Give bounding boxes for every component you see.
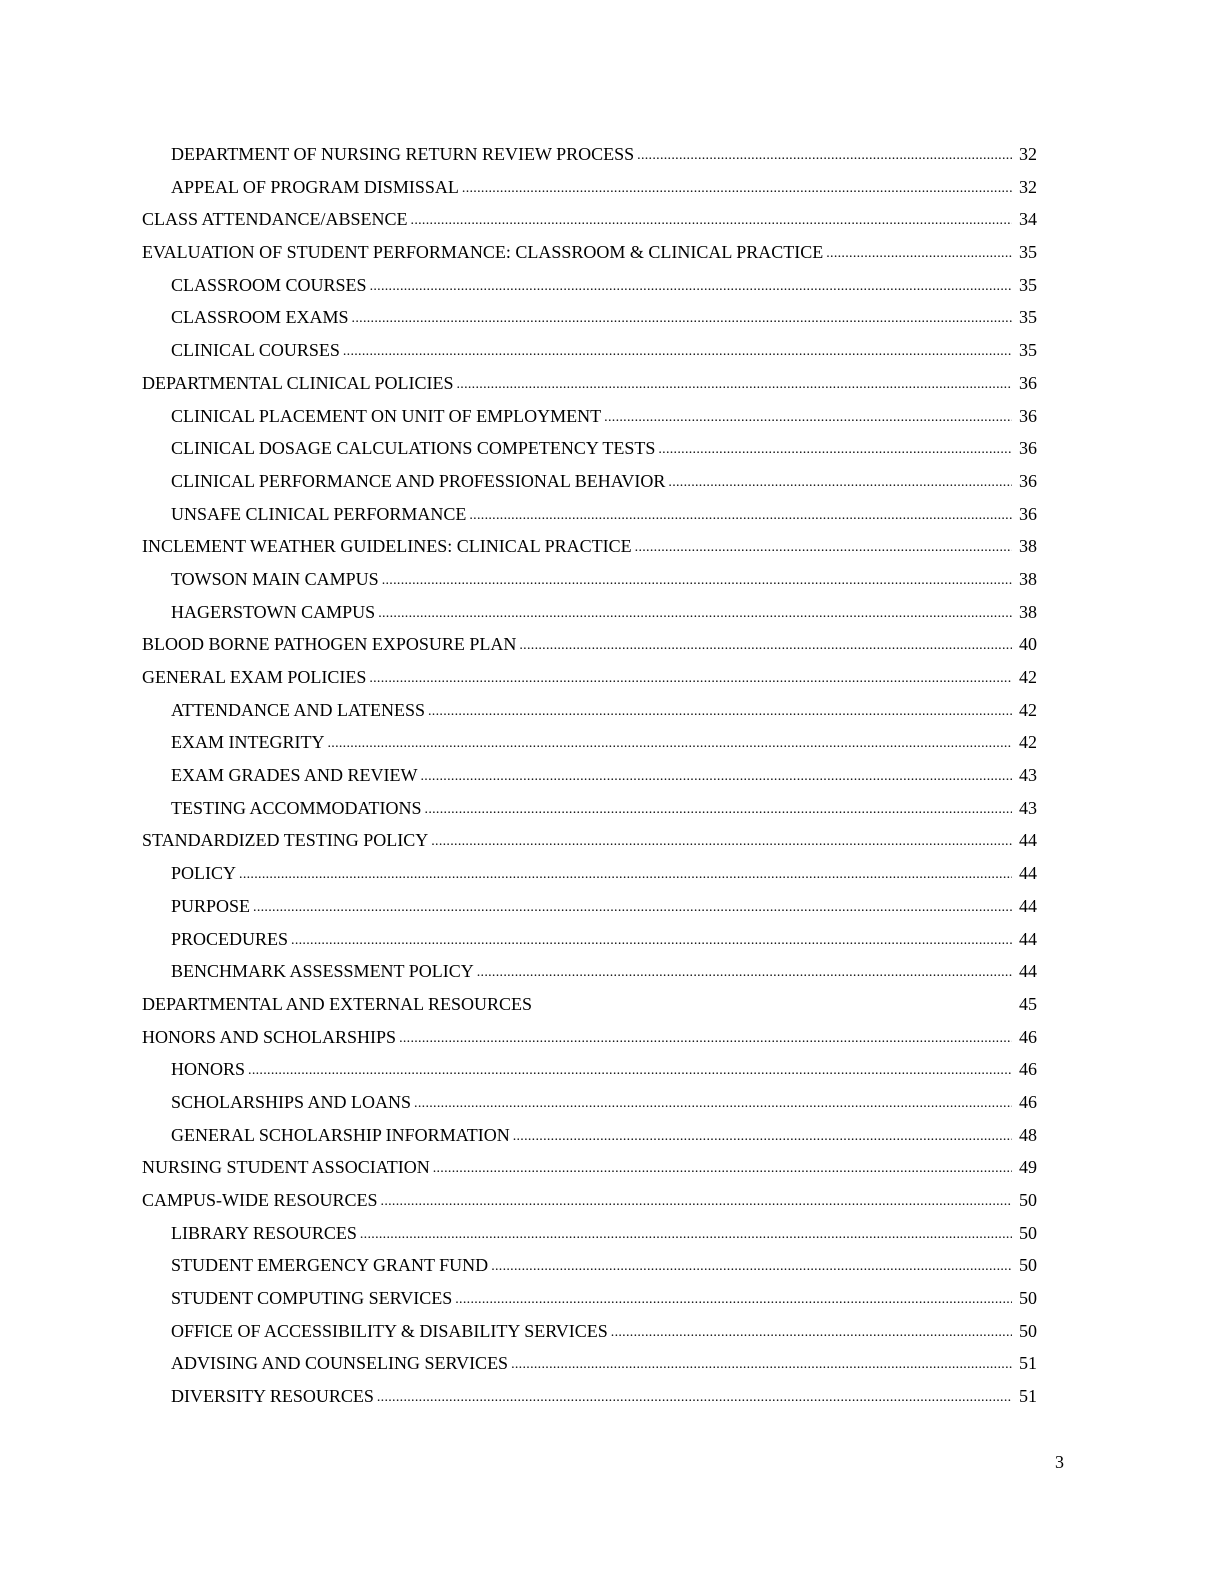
toc-entry-label: CLINICAL COURSES bbox=[171, 340, 340, 361]
toc-dot-leader bbox=[343, 336, 1012, 369]
toc-dot-leader bbox=[369, 663, 1012, 696]
toc-entry-label: BENCHMARK ASSESSMENT POLICY bbox=[171, 961, 474, 982]
toc-entry[interactable] bbox=[142, 824, 1037, 857]
toc-entry[interactable] bbox=[142, 1315, 1037, 1348]
toc-dot-leader bbox=[668, 467, 1012, 500]
toc-entry-label: EXAM INTEGRITY bbox=[171, 732, 325, 753]
toc-dot-leader bbox=[469, 500, 1012, 533]
toc-dot-leader bbox=[239, 859, 1012, 892]
toc-entry-page: 50 bbox=[1019, 1222, 1037, 1243]
toc-dot-leader bbox=[513, 1121, 1012, 1154]
toc-entry-page: 44 bbox=[1019, 961, 1037, 982]
toc-dot-leader bbox=[248, 1055, 1012, 1088]
toc-entry-page: 42 bbox=[1019, 699, 1037, 720]
toc-entry[interactable] bbox=[142, 1380, 1037, 1413]
toc-entry-label: PURPOSE bbox=[171, 895, 251, 916]
toc-entry-label: BLOOD BORNE PATHOGEN EXPOSURE PLAN bbox=[142, 634, 517, 655]
toc-entry-page: 32 bbox=[1019, 176, 1037, 197]
toc-dot-leader bbox=[370, 271, 1012, 304]
toc-entry-page: 49 bbox=[1019, 1157, 1037, 1178]
toc-entry-page: 36 bbox=[1019, 503, 1037, 524]
toc-entry-page: 34 bbox=[1019, 209, 1037, 230]
toc-entry[interactable] bbox=[142, 400, 1037, 433]
toc-entry[interactable] bbox=[142, 334, 1037, 367]
toc-entry-label: DIVERSITY RESOURCES bbox=[171, 1386, 374, 1407]
toc-entry-label: ATTENDANCE AND LATENESS bbox=[171, 699, 425, 720]
toc-entry-page: 43 bbox=[1019, 797, 1037, 818]
toc-entry-label: OFFICE OF ACCESSIBILITY & DISABILITY SERVICES bbox=[171, 1320, 608, 1341]
toc-dot-leader bbox=[377, 1382, 1012, 1415]
toc-dot-leader bbox=[381, 1186, 1012, 1219]
toc-dot-leader bbox=[327, 728, 1012, 761]
toc-entry-page: 45 bbox=[1019, 993, 1037, 1014]
toc-dot-leader bbox=[399, 1023, 1012, 1056]
toc-entry-page: 50 bbox=[1019, 1255, 1037, 1276]
toc-entry-label: EXAM GRADES AND REVIEW bbox=[171, 765, 418, 786]
toc-entry[interactable] bbox=[142, 171, 1037, 204]
toc-entry-page: 35 bbox=[1019, 242, 1037, 263]
toc-entry[interactable] bbox=[142, 890, 1037, 923]
toc-entry-page: 46 bbox=[1019, 1059, 1037, 1080]
toc-entry[interactable] bbox=[142, 1249, 1037, 1282]
toc-entry-label: HAGERSTOWN CAMPUS bbox=[171, 601, 376, 622]
toc-entry-label: LIBRARY RESOURCES bbox=[171, 1222, 357, 1243]
toc-entry-page: 43 bbox=[1019, 765, 1037, 786]
toc-entry-page: 44 bbox=[1019, 863, 1037, 884]
toc-entry-label: HONORS bbox=[171, 1059, 246, 1080]
toc-entry[interactable] bbox=[142, 465, 1037, 498]
toc-entry-page: 35 bbox=[1019, 274, 1037, 295]
toc-entry[interactable] bbox=[142, 269, 1037, 302]
toc-entry[interactable] bbox=[142, 857, 1037, 890]
toc-entry[interactable] bbox=[142, 694, 1037, 727]
toc-dot-leader bbox=[352, 303, 1012, 336]
toc-entry-page: 44 bbox=[1019, 830, 1037, 851]
toc-dot-leader bbox=[421, 761, 1013, 794]
toc-dot-leader bbox=[414, 1088, 1012, 1121]
toc-entry-label: ADVISING AND COUNSELING SERVICES bbox=[171, 1353, 509, 1374]
toc-entry-label: CLASSROOM COURSES bbox=[171, 274, 367, 295]
toc-entry-label: UNSAFE CLINICAL PERFORMANCE bbox=[171, 503, 467, 524]
toc-entry-label: STUDENT EMERGENCY GRANT FUND bbox=[171, 1255, 489, 1276]
toc-entry-label: NURSING STUDENT ASSOCIATION bbox=[142, 1157, 430, 1178]
toc-entry-label: DEPARTMENT OF NURSING RETURN REVIEW PROCESS bbox=[171, 144, 635, 164]
toc-entry[interactable] bbox=[142, 1347, 1037, 1380]
toc-entry-page: 51 bbox=[1019, 1353, 1037, 1374]
toc-entry-page: 48 bbox=[1019, 1124, 1037, 1145]
toc-dot-leader bbox=[378, 598, 1012, 631]
toc-entry[interactable] bbox=[142, 661, 1037, 694]
toc-entry[interactable] bbox=[142, 367, 1037, 400]
toc-entry[interactable] bbox=[142, 1151, 1037, 1184]
toc-dot-leader bbox=[431, 826, 1012, 859]
toc-dot-leader bbox=[611, 1317, 1012, 1350]
toc-entry[interactable] bbox=[142, 1217, 1037, 1250]
toc-entry-label: CLINICAL PERFORMANCE AND PROFESSIONAL BEHAVIOR bbox=[171, 470, 666, 491]
toc-dot-leader bbox=[360, 1219, 1012, 1252]
toc-entry[interactable] bbox=[142, 628, 1037, 661]
toc-entry[interactable] bbox=[142, 498, 1037, 531]
toc-entry[interactable] bbox=[142, 792, 1037, 825]
toc-entry-page: 44 bbox=[1019, 928, 1037, 949]
toc-entry[interactable] bbox=[142, 1086, 1037, 1119]
toc-entry-page: 50 bbox=[1019, 1190, 1037, 1210]
toc-entry-label: SCHOLARSHIPS AND LOANS bbox=[171, 1091, 412, 1112]
toc-dot-leader bbox=[382, 565, 1012, 598]
toc-entry-label: INCLEMENT WEATHER GUIDELINES: CLINICAL PRACTICE bbox=[142, 536, 632, 557]
toc-entry[interactable] bbox=[142, 988, 1037, 1021]
toc-dot-leader bbox=[635, 532, 1012, 565]
toc-entry-page: 36 bbox=[1019, 470, 1037, 491]
toc-entry-label: CLINICAL PLACEMENT ON UNIT OF EMPLOYMENT bbox=[171, 405, 602, 426]
toc-entry-page: 35 bbox=[1019, 340, 1037, 361]
toc-dot-leader bbox=[637, 140, 1012, 173]
toc-entry-label: EVALUATION OF STUDENT PERFORMANCE: CLASSROOM & CLINICAL PRACTICE bbox=[142, 242, 824, 263]
toc-entry[interactable] bbox=[142, 1119, 1037, 1152]
toc-entry-label: TESTING ACCOMMODATIONS bbox=[171, 797, 422, 818]
toc-entry-page: 35 bbox=[1019, 307, 1037, 328]
toc-entry-page: 36 bbox=[1019, 438, 1037, 459]
toc-entry-page: 38 bbox=[1019, 601, 1037, 622]
toc-dot-leader bbox=[511, 1349, 1012, 1382]
toc-dot-leader bbox=[456, 369, 1012, 402]
toc-entry-page: 32 bbox=[1019, 144, 1037, 164]
toc-entry[interactable] bbox=[142, 203, 1037, 236]
toc-entry[interactable] bbox=[142, 530, 1037, 563]
toc-entry-page: 44 bbox=[1019, 895, 1037, 916]
toc-dot-leader bbox=[428, 696, 1012, 729]
toc-entry-page: 38 bbox=[1019, 536, 1037, 557]
toc-entry-page: 36 bbox=[1019, 405, 1037, 426]
toc-entry-page: 42 bbox=[1019, 667, 1037, 687]
toc-dot-leader bbox=[425, 794, 1012, 827]
toc-entry-label: DEPARTMENTAL AND EXTERNAL RESOURCES bbox=[142, 993, 532, 1014]
toc-entry-page: 36 bbox=[1019, 372, 1037, 393]
toc-entry-page: 50 bbox=[1019, 1320, 1037, 1341]
toc-dot-leader bbox=[411, 205, 1012, 238]
toc-dot-leader bbox=[658, 434, 1012, 467]
toc-entry-page: 50 bbox=[1019, 1288, 1037, 1309]
toc-entry[interactable] bbox=[142, 236, 1037, 269]
toc-entry[interactable] bbox=[142, 1184, 1037, 1217]
toc-entry-page: 46 bbox=[1019, 1091, 1037, 1112]
toc-entry[interactable] bbox=[142, 1021, 1037, 1054]
toc-entry[interactable] bbox=[142, 138, 1037, 171]
toc-dot-leader bbox=[826, 238, 1012, 271]
toc-dot-leader bbox=[491, 1251, 1012, 1284]
toc-entry-label: CLASS ATTENDANCE/ABSENCE bbox=[142, 209, 408, 230]
toc-entry[interactable] bbox=[142, 759, 1037, 792]
toc-entry[interactable] bbox=[142, 301, 1037, 334]
toc-dot-leader bbox=[433, 1153, 1012, 1186]
toc-entry[interactable] bbox=[142, 1053, 1037, 1086]
toc-entry-page: 40 bbox=[1019, 634, 1037, 655]
toc-dot-leader bbox=[477, 957, 1012, 990]
toc-dot-leader bbox=[253, 892, 1012, 925]
toc-entry[interactable] bbox=[142, 726, 1037, 759]
toc-entry[interactable] bbox=[142, 1282, 1037, 1315]
toc-dot-leader bbox=[604, 402, 1012, 435]
toc-entry-label: GENERAL SCHOLARSHIP INFORMATION bbox=[171, 1124, 510, 1145]
toc-dot-leader bbox=[291, 925, 1012, 958]
toc-entry-label: POLICY bbox=[171, 863, 237, 884]
toc-dot-leader bbox=[519, 630, 1012, 663]
toc-entry-page: 42 bbox=[1019, 732, 1037, 753]
toc-entry-label: APPEAL OF PROGRAM DISMISSAL bbox=[171, 176, 459, 197]
toc-dot-leader bbox=[455, 1284, 1012, 1317]
toc-entry[interactable] bbox=[142, 955, 1037, 988]
toc-entry-label: HONORS AND SCHOLARSHIPS bbox=[142, 1026, 397, 1047]
page-number: 3 bbox=[1055, 1452, 1064, 1472]
toc-entry-page: 38 bbox=[1019, 568, 1037, 589]
toc-entry-label: CLINICAL DOSAGE CALCULATIONS COMPETENCY TESTS bbox=[171, 438, 656, 459]
toc-entry-label: CLASSROOM EXAMS bbox=[171, 307, 349, 328]
toc-entry[interactable] bbox=[142, 563, 1037, 596]
table-of-contents bbox=[142, 138, 1037, 1413]
toc-entry-label: GENERAL EXAM POLICIES bbox=[142, 667, 367, 687]
toc-entry-page: 46 bbox=[1019, 1026, 1037, 1047]
toc-entry-label: CAMPUS-WIDE RESOURCES bbox=[142, 1190, 378, 1210]
toc-dot-leader bbox=[462, 173, 1012, 206]
toc-entry[interactable] bbox=[142, 432, 1037, 465]
toc-entry-label: STUDENT COMPUTING SERVICES bbox=[171, 1288, 453, 1309]
toc-entry-label: DEPARTMENTAL CLINICAL POLICIES bbox=[142, 372, 454, 393]
toc-entry-label: TOWSON MAIN CAMPUS bbox=[171, 568, 379, 589]
toc-entry-label: PROCEDURES bbox=[171, 928, 289, 949]
toc-entry-page: 51 bbox=[1019, 1386, 1037, 1407]
toc-entry-label: STANDARDIZED TESTING POLICY bbox=[142, 830, 429, 851]
toc-entry[interactable] bbox=[142, 596, 1037, 629]
toc-entry[interactable] bbox=[142, 923, 1037, 956]
